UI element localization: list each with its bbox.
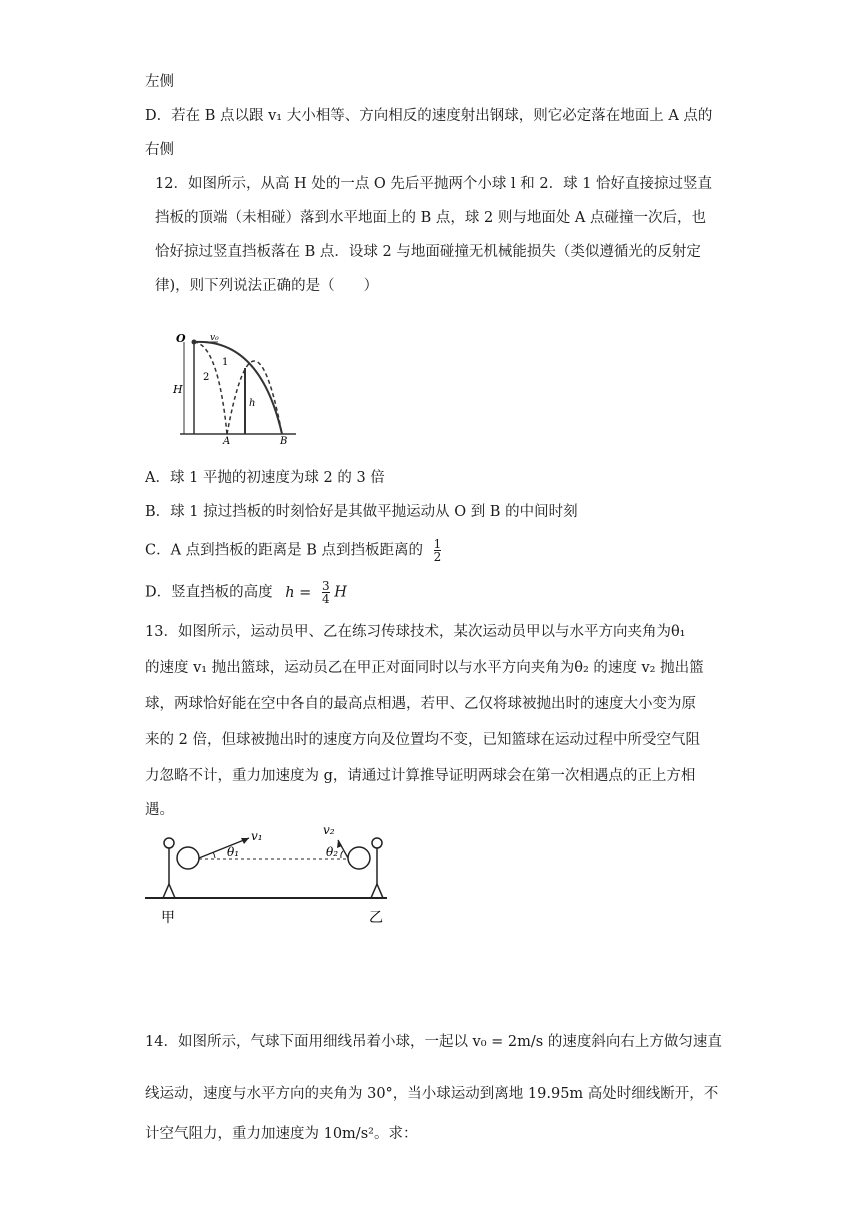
person-yi-head — [372, 838, 382, 848]
trajectory-1 — [194, 342, 282, 434]
ball-jia — [177, 847, 199, 869]
option-d — [145, 580, 347, 605]
ball-yi — [348, 847, 370, 869]
question-13-stem: 遇。 — [145, 802, 174, 818]
question-12-stem: 律)，则下列说法正确的是（ ） — [155, 278, 379, 294]
fraction-half: $\frac{1}{2}$ — [433, 537, 442, 564]
label-jia: 甲 — [161, 910, 175, 926]
v1-arrow — [199, 838, 249, 858]
trajectory-2a — [194, 342, 227, 434]
label-B: B — [280, 436, 288, 447]
question-13-stem: 13．如图所示，运动员甲、乙在练习传球技术，某次运动员甲以与水平方向夹角为θ₁ — [145, 624, 686, 640]
text-line: 右侧 — [145, 142, 174, 158]
label-h: h — [249, 398, 256, 409]
question-14-stem: 线运动，速度与水平方向的夹角为 30°，当小球运动到离地 19.95m 高处时细线断开，不 — [145, 1086, 719, 1102]
option-b: B．球 1 掠过挡板的时刻恰好是其做平抛运动从 O 到 B 的中间时刻 — [145, 504, 578, 520]
label-yi: 乙 — [369, 910, 383, 926]
question-13-stem: 球，两球恰好能在空中各自的最高点相遇，若甲、乙仅将球被抛出时的速度大小变为原 — [145, 696, 696, 712]
label-v2: v₂ — [323, 823, 335, 837]
question-13-stem: 力忽略不计，重力加速度为 g，请通过计算推导证明两球会在第一次相遇点的正上方相 — [145, 768, 696, 784]
option-c-text: C．A 点到挡板的距离是 B 点到挡板距离的 — [145, 542, 424, 559]
figure-13-diagram — [145, 818, 390, 928]
option-d-h: h = — [285, 584, 312, 601]
label-o: O — [176, 332, 186, 345]
label-theta1: θ₁ — [227, 845, 240, 859]
option-a: A．球 1 平抛的初速度为球 2 的 3 倍 — [145, 470, 385, 486]
text-line: 左侧 — [145, 74, 174, 90]
question-14-stem: 计空气阻力，重力加速度为 10m/s²。求： — [145, 1126, 418, 1142]
question-12-stem: 挡板的顶端（未相碰）落到水平地面上的 B 点，球 2 则与地面处 A 点碰撞一次后，也 — [155, 210, 707, 226]
figure-12-diagram — [170, 328, 300, 448]
question-13-stem: 的速度 v₁ 抛出篮球，运动员乙在甲正对面同时以与水平方向夹角为θ₂ 的速度 v₂ 抛出篮 — [145, 660, 704, 676]
question-12-stem: 12．如图所示，从高 H 处的一点 O 先后平抛两个小球 l 和 2．球 1 恰好直接掠过竖直 — [155, 176, 713, 192]
option-d-previous: D．若在 B 点以跟 v₁ 大小相等、方向相反的速度射出钢球，则它必定落在地面上 A 点的 — [145, 108, 713, 124]
option-c — [145, 538, 441, 563]
question-13-stem: 来的 2 倍，但球被抛出时的速度方向及位置均不变，已知篮球在运动过程中所受空气阻 — [145, 732, 700, 748]
person-jia-head — [164, 838, 174, 848]
label-theta2: θ₂ — [326, 845, 339, 859]
label-v1: v₁ — [251, 829, 263, 843]
label-1: 1 — [222, 357, 229, 368]
label-v0: v₀ — [210, 333, 219, 343]
question-14-stem: 14．如图所示，气球下面用细线吊着小球，一起以 v₀ = 2m/s 的速度斜向右上方做匀速直 — [145, 1034, 722, 1050]
label-A: A — [223, 436, 231, 447]
question-12-stem: 恰好掠过竖直挡板落在 B 点．设球 2 与地面碰撞无机械能损失（类似遵循光的反射定 — [155, 244, 701, 260]
option-d-H: H — [334, 584, 347, 601]
option-d-text: D．竖直挡板的高度 — [145, 584, 273, 601]
label-2: 2 — [203, 372, 210, 383]
label-H: H — [173, 383, 183, 396]
fraction-three-quarters: $\frac{3}{4}$ — [321, 579, 330, 606]
